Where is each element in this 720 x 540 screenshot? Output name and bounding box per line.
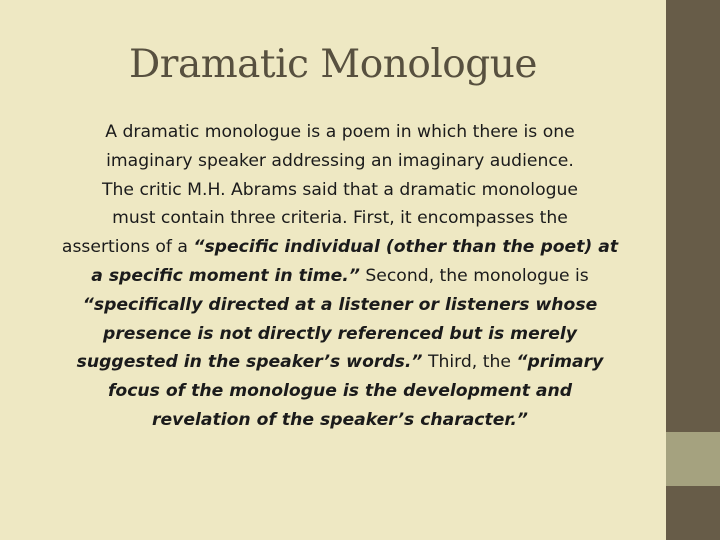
decorative-sidebar [666, 0, 720, 540]
quoted-text: suggested in the speaker’s words.” [76, 352, 423, 373]
body-line [38, 233, 642, 262]
body-text-segment: The critic M.H. Abrams said that a dramatic monologue [102, 179, 578, 200]
sidebar-band-bottom [666, 486, 720, 540]
body-line [38, 320, 642, 349]
quoted-text: “specifically directed at a listener or listeners whose [82, 294, 598, 315]
body-text-segment: must contain three criteria. First, it encompasses the [112, 208, 568, 229]
body-line [38, 291, 642, 320]
quoted-text: revelation of the speaker’s character.” [152, 409, 528, 430]
body-text-segment: assertions of a [61, 237, 194, 258]
body-line [38, 118, 642, 147]
body-text-segment: imaginary speaker addressing an imaginary audience. [106, 150, 574, 171]
body-text-segment: A dramatic monologue is a poem in which there is one [105, 122, 575, 142]
body-line [38, 204, 642, 233]
sidebar-band-top [666, 0, 720, 432]
quoted-text: presence is not directly referenced but is merely [103, 323, 577, 344]
body-text-segment: Second, the monologue is [359, 265, 589, 286]
slide-title: Dramatic Monologue [129, 42, 537, 87]
quoted-text: a specific moment in time.” [91, 265, 360, 286]
slide-body-text [38, 118, 642, 435]
quoted-text: “primary [516, 352, 604, 373]
body-line [38, 176, 642, 205]
sidebar-band-accent [666, 432, 720, 486]
body-text-segment: Third, the [422, 352, 517, 373]
body-line [38, 262, 642, 291]
quoted-text: focus of the monologue is the development and [107, 381, 573, 402]
body-line [38, 406, 642, 435]
quoted-text: “specific individual (other than the poet) at [193, 237, 619, 258]
body-line [38, 377, 642, 406]
body-line [38, 147, 642, 176]
body-line [38, 348, 642, 377]
